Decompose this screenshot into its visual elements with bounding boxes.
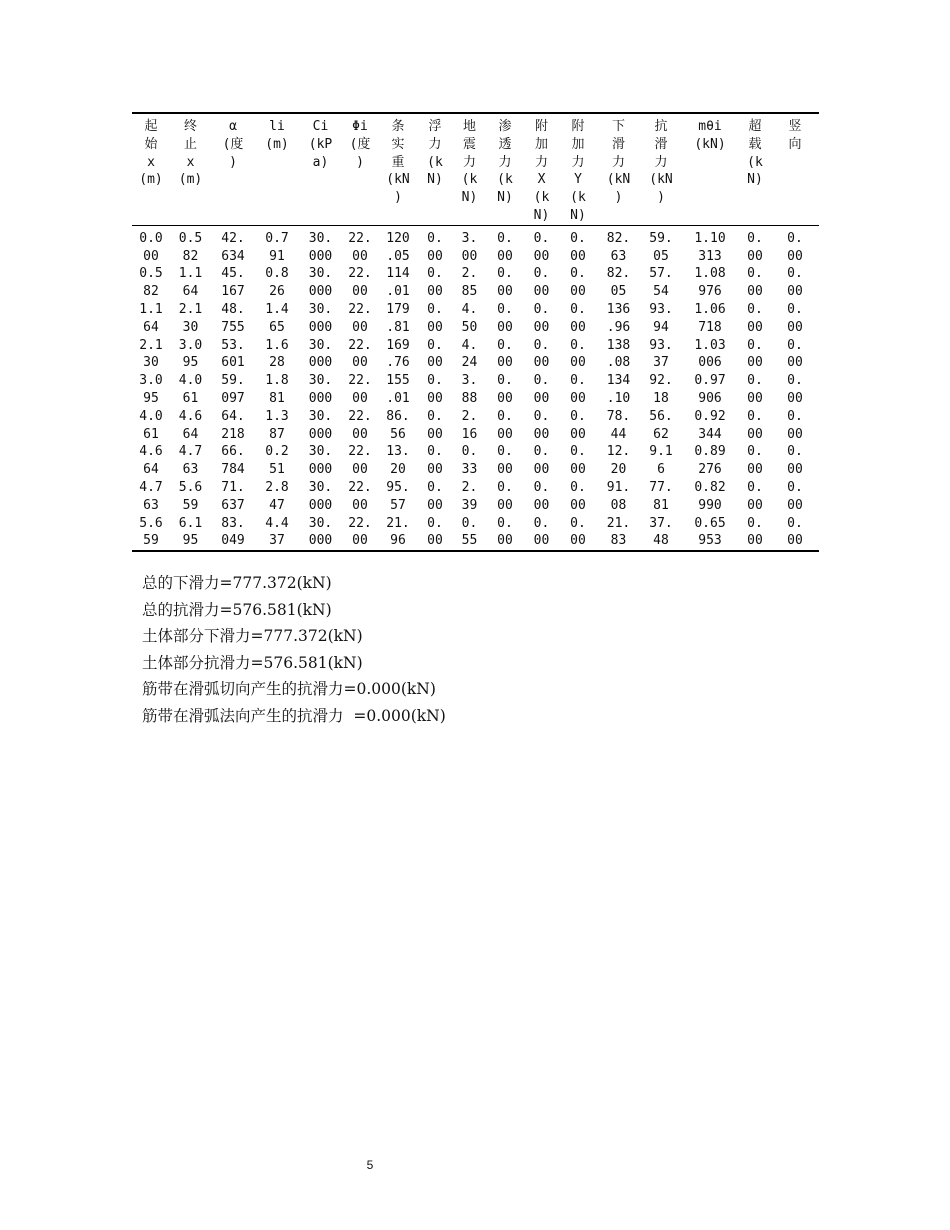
table-cell: 0.65 953 [694,515,726,549]
table-cell: 0. 00 [427,337,443,371]
table-body [132,225,819,551]
table-cell: 1.10 313 [694,230,726,264]
column-header: 起 始 x (m) [139,119,163,188]
table-cell: 138 .08 [606,337,631,371]
table-cell: 4.6 64 [139,444,163,478]
table-cell: 0. 00 [570,515,586,549]
table-row [132,515,819,552]
table-cell: 93. 94 [649,301,673,335]
table-cell: 0. 00 [533,373,550,406]
table-cell: 0. 00 [787,301,803,335]
table-cell: 0. 00 [747,301,763,335]
table-cell: 30. 000 [308,444,333,478]
table-cell: 93. 37 [649,337,673,371]
table-cell: 48. 755 [221,301,245,335]
table-cell: 1.03 006 [694,337,726,371]
table-cell: 1.3 87 [265,408,289,442]
table-cell: 2.8 47 [265,479,289,513]
table-cell: 22. 00 [348,515,372,549]
soil-resisting-force: 土体部分抗滑力=576.581(kN) [142,653,363,672]
table-cell: 0. 00 [427,515,443,549]
table-cell: 0. 00 [533,479,550,513]
table-cell: 0. 00 [533,444,550,478]
table-cell: 22. 00 [348,266,372,300]
table-row [132,408,819,444]
table-cell: 0. 00 [497,515,513,549]
table-cell: 30. 000 [308,373,333,406]
table-cell: 66. 784 [221,444,245,478]
table-cell: 0. 00 [570,444,586,478]
column-header: α (度 ) [222,119,244,170]
table-cell: 0. 00 [427,301,443,335]
table-cell: 0. 00 [427,444,443,478]
column-header: 条 实 重 (kN ) [386,119,410,206]
table-cell: 0. 00 [747,230,763,264]
table-cell: 0. 00 [787,373,803,406]
table-cell: 1.1 64 [178,266,203,300]
table-cell: 4.4 37 [265,515,289,549]
table-cell: 2. 39 [461,479,478,513]
table-cell: 0. 00 [787,479,803,513]
table-cell: 0. 00 [787,444,803,478]
table-cell: 83. 049 [221,515,245,549]
table-cell: 0.97 906 [694,373,726,406]
table-cell: 4.6 64 [178,408,203,442]
table-cell: 21. 96 [386,515,410,549]
table-cell: 0. 00 [533,337,550,371]
table-cell: 37. 48 [649,515,673,549]
table-cell: 0. 00 [497,337,513,371]
table-cell: 22. 00 [348,444,372,478]
table-cell: 4.0 61 [139,408,163,442]
table-cell: 0. 00 [747,266,763,300]
table-cell: 95. 57 [386,479,410,513]
table-cell: 0. 00 [787,337,803,371]
table-cell: 0. 00 [427,408,443,442]
table-cell: 3. 00 [461,230,478,264]
table-row [132,372,819,408]
table-cell: 0.82 990 [694,479,726,513]
table-cell: 4.7 63 [178,444,203,478]
table-cell: 82. 05 [606,266,631,300]
table-cell: 3. 88 [461,373,478,406]
table-cell: 22. 00 [348,479,372,513]
column-header: 竖 向 [788,119,802,152]
table-cell: 0. 00 [533,230,550,264]
table-cell: 0. 00 [570,301,586,335]
table-cell: 2.1 30 [178,301,203,335]
table-cell: 0. 00 [497,230,513,264]
table-cell: 0. 00 [427,230,443,264]
table-cell: 0. 00 [747,479,763,513]
table-cell: 12. 20 [606,444,631,478]
table-cell: 5.6 59 [139,515,163,549]
table-cell: 155 .01 [386,373,410,406]
table-cell: 4. 50 [461,301,478,335]
table-cell: 0. 00 [427,266,443,300]
table-cell: 22. 00 [348,230,372,264]
table-cell: 42. 634 [221,230,245,264]
table-row [132,337,819,373]
table-cell: 3.0 95 [178,337,203,371]
table-cell: 78. 44 [606,408,631,442]
table-cell: 22. 00 [348,408,372,442]
table-cell: 0. 00 [747,337,763,371]
strip-tangential-resisting-force: 筋带在滑弧切向产生的抗滑力=0.000(kN) [142,680,436,698]
table-cell: 4.7 63 [139,479,163,513]
table-cell: 6.1 95 [178,515,203,549]
table-row [132,265,819,301]
table-cell: 0. 00 [427,479,443,513]
table-cell: 0.92 344 [694,408,726,442]
table-cell: 0.5 82 [178,230,203,264]
table-cell: 77. 81 [649,479,673,513]
table-cell: 0.5 82 [139,266,163,300]
table-cell: 1.1 64 [139,301,163,335]
table-cell: 2. 85 [461,266,478,300]
table-cell: 30. 000 [308,230,333,264]
slice-calculation-table [132,112,819,552]
table-cell: 136 .96 [606,301,631,335]
table-cell: 0. 55 [461,515,478,549]
table-row [132,225,819,265]
column-header: 地 震 力 (k N) [461,119,478,206]
page-number: 5 [366,1158,374,1172]
table-header-row [132,113,819,225]
table-cell: 0. 00 [533,301,550,335]
table-cell: 0. 00 [747,373,763,406]
column-header: Ci (kP a) [308,119,333,170]
table-cell: 0.2 51 [265,444,289,478]
table-cell: 92. 18 [649,373,673,406]
column-header: 超 载 (k N) [747,119,763,188]
table-cell: 86. 56 [386,408,410,442]
table-cell: 0. 00 [497,373,513,406]
table-cell: 64. 218 [221,408,245,442]
table-cell: 1.06 718 [694,301,726,335]
table-cell: 30. 000 [308,408,333,442]
table-cell: 0.89 276 [694,444,726,478]
column-header: 抗 滑 力 (kN ) [649,119,673,206]
table-cell: 1.6 28 [265,337,289,371]
table-cell: 0.7 91 [265,230,289,264]
table-cell: 30. 000 [308,515,333,549]
column-header: 附 加 力 Y (k N) [570,119,586,223]
table-cell: 21. 83 [606,515,631,549]
table-cell: 59. 097 [221,373,245,406]
table-cell: 0. 00 [570,266,586,300]
table-cell: 45. 167 [221,266,245,300]
table-cell: 120 .05 [386,230,410,264]
column-header: li (m) [265,119,289,152]
table-cell: 22. 00 [348,373,372,406]
table-cell: 0. 00 [497,266,513,300]
table-cell: 22. 00 [348,301,372,335]
total-resisting-force: 总的抗滑力=576.581(kN) [142,600,332,619]
table-cell: 30. 000 [308,301,333,335]
table-cell: 22. 00 [348,337,372,371]
table-cell: 0. 00 [533,266,550,300]
table-cell: 4. 24 [461,337,478,371]
table-cell: 0. 00 [747,444,763,478]
column-header: Φi (度 ) [349,119,371,170]
table-cell: 114 .01 [386,266,410,300]
table-cell: 2.1 30 [139,337,163,371]
table-cell: 9.1 6 [649,444,673,478]
results-summary [142,570,446,729]
column-header: 附 加 力 X (k N) [533,119,550,223]
table-cell: 0. 00 [497,479,513,513]
table-row [132,443,819,479]
table-cell: 0. 33 [461,444,478,478]
table-cell: 0. 00 [570,479,586,513]
table-cell: 56. 62 [649,408,673,442]
table-cell: 134 .10 [606,373,631,406]
table-cell: 0. 00 [747,408,763,442]
table-cell: 57. 54 [649,266,673,300]
column-header: 浮 力 (k N) [427,119,443,188]
table-cell: 91. 08 [606,479,631,513]
column-header: 下 滑 力 (kN ) [606,119,631,206]
table-cell: 0. 00 [497,301,513,335]
table-cell: 0. 00 [747,515,763,549]
table-cell: 0. 00 [787,515,803,549]
table-cell: 169 .76 [386,337,410,371]
table-cell: 30. 000 [308,479,333,513]
table-cell: 179 .81 [386,301,410,335]
table-cell: 5.6 59 [178,479,203,513]
table-cell: 0. 00 [533,408,550,442]
table-cell: 53. 601 [221,337,245,371]
table-cell: 13. 20 [386,444,410,478]
table-row [132,301,819,337]
table-cell: 0. 00 [787,408,803,442]
strip-normal-resisting-force: 筋带在滑弧法向产生的抗滑力 =0.000(kN) [142,706,446,725]
total-sliding-force: 总的下滑力=777.372(kN) [142,574,332,592]
table-cell: 4.0 61 [178,373,203,406]
table-cell: 0. 00 [787,230,803,264]
table-cell: 82. 63 [606,230,631,264]
table-cell: 1.4 65 [265,301,289,335]
table-cell: 0. 00 [570,337,586,371]
table-cell: 59. 05 [649,230,673,264]
table-cell: 0. 00 [497,408,513,442]
table-cell: 0.0 00 [139,230,163,264]
table-cell: 0. 00 [570,230,586,264]
table-cell: 3.0 95 [139,373,163,406]
table-cell: 0. 00 [497,444,513,478]
soil-sliding-force: 土体部分下滑力=777.372(kN) [142,627,363,645]
table-cell: 0. 00 [787,266,803,300]
table-cell: 71. 637 [221,479,245,513]
table-row [132,479,819,515]
table-cell: 30. 000 [308,337,333,371]
table-cell: 0. 00 [570,373,586,406]
table-cell: 0. 00 [427,373,443,406]
table-cell: 0. 00 [533,515,550,549]
column-header: 渗 透 力 (k N) [497,119,513,206]
table-cell: 2. 16 [461,408,478,442]
column-header: mθi (kN) [694,119,726,152]
column-header: 终 止 x (m) [178,119,203,188]
table-cell: 0. 00 [570,408,586,442]
table-cell: 30. 000 [308,266,333,300]
table-cell: 1.08 976 [694,266,726,300]
table-cell: 1.8 81 [265,373,289,406]
table-cell: 0.8 26 [265,266,289,300]
